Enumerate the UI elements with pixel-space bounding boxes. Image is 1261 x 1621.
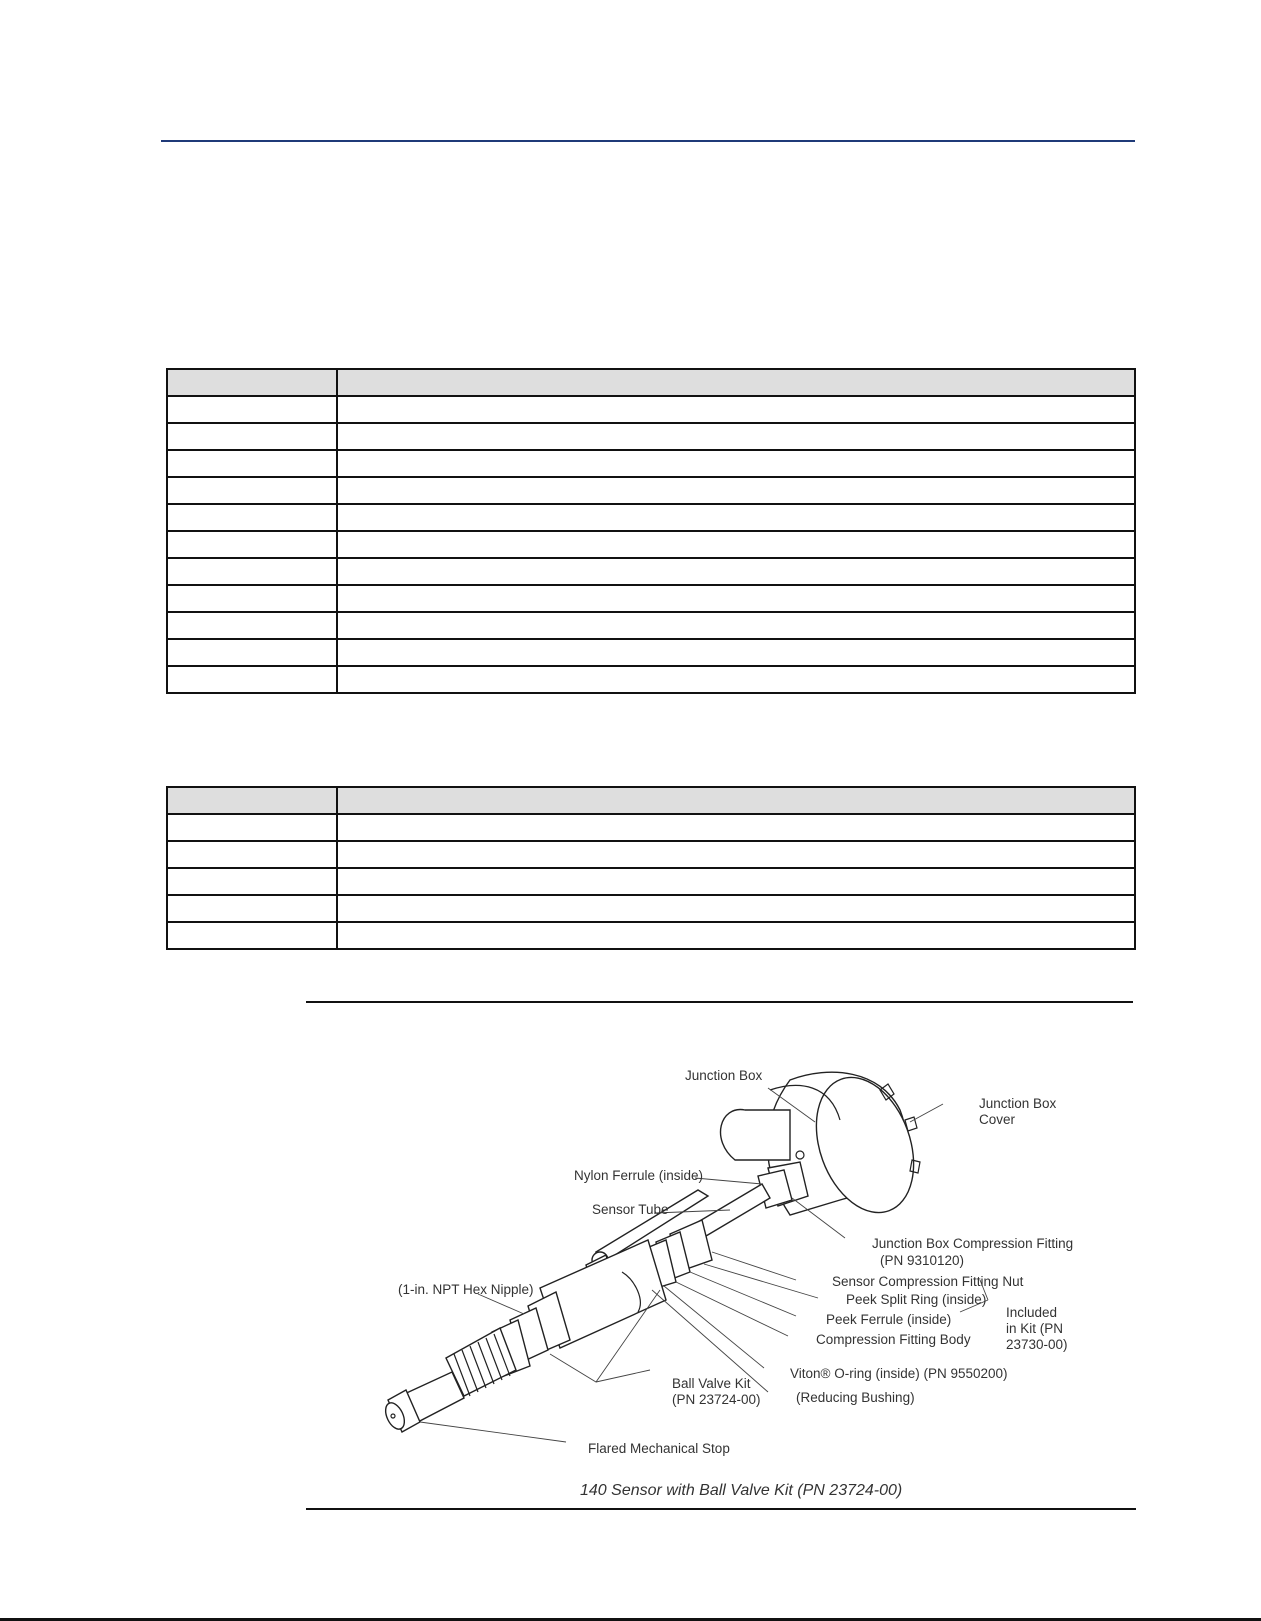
table-header-cell (337, 369, 1135, 396)
table-row (167, 450, 1135, 477)
table-row (167, 531, 1135, 558)
table-row (167, 814, 1135, 841)
table-header-cell (167, 787, 337, 814)
figure-top-rule (306, 1001, 1133, 1003)
parts-table-2 (166, 786, 1136, 950)
table-row (167, 666, 1135, 693)
table-row (167, 895, 1135, 922)
label-included-3: 23730-00) (1006, 1337, 1068, 1352)
label-reducing-bushing: (Reducing Bushing) (796, 1390, 915, 1405)
table-row (167, 612, 1135, 639)
figure-bottom-rule (306, 1508, 1136, 1510)
label-included-2: in Kit (PN (1006, 1321, 1064, 1336)
parts-table-1 (166, 368, 1136, 694)
label-sensor-compression-fitting-nut: Sensor Compression Fitting Nut (832, 1274, 1024, 1289)
table-header-row (167, 369, 1135, 396)
label-compression-fitting-body: Compression Fitting Body (816, 1332, 971, 1347)
label-included-1: Included (1006, 1305, 1058, 1320)
label-hex-nipple: (1-in. NPT Hex Nipple) (398, 1282, 534, 1297)
table-row (167, 585, 1135, 612)
label-jb-compression-fitting: Junction Box Compression Fitting (872, 1236, 1074, 1251)
lower-tube-drawing (382, 1372, 464, 1432)
label-jb-compression-fitting-pn: (PN 9310120) (880, 1253, 965, 1268)
table-row (167, 868, 1135, 895)
table-row (167, 639, 1135, 666)
table-header-row (167, 787, 1135, 814)
label-junction-box: Junction Box (685, 1068, 763, 1083)
label-ball-valve-kit-pn: (PN 23724-00) (672, 1392, 761, 1407)
table-row (167, 504, 1135, 531)
label-peek-split-ring: Peek Split Ring (inside) (846, 1292, 987, 1307)
table-row (167, 922, 1135, 949)
label-peek-ferrule: Peek Ferrule (inside) (826, 1312, 952, 1327)
sensor-assembly-figure (360, 1050, 1100, 1500)
label-sensor-tube: Sensor Tube (592, 1202, 669, 1217)
header-rule (161, 140, 1135, 142)
table-row (167, 477, 1135, 504)
label-flared-mechanical-stop: Flared Mechanical Stop (588, 1441, 730, 1456)
table-row (167, 558, 1135, 585)
label-ball-valve-kit: Ball Valve Kit (672, 1376, 751, 1391)
label-nylon-ferrule: Nylon Ferrule (inside) (574, 1168, 704, 1183)
label-junction-box-cover-2: Cover (979, 1112, 1016, 1127)
label-viton-oring: Viton® O-ring (inside) (PN 9550200) (790, 1366, 1008, 1381)
figure-caption: 140 Sensor with Ball Valve Kit (PN 23724-00) (580, 1482, 903, 1499)
label-junction-box-cover-1: Junction Box (979, 1096, 1057, 1111)
sensor-tube-drawing (698, 1184, 770, 1236)
table-header-cell (167, 369, 337, 396)
table-row (167, 396, 1135, 423)
table-row (167, 841, 1135, 868)
table-header-cell (337, 787, 1135, 814)
table-row (167, 423, 1135, 450)
